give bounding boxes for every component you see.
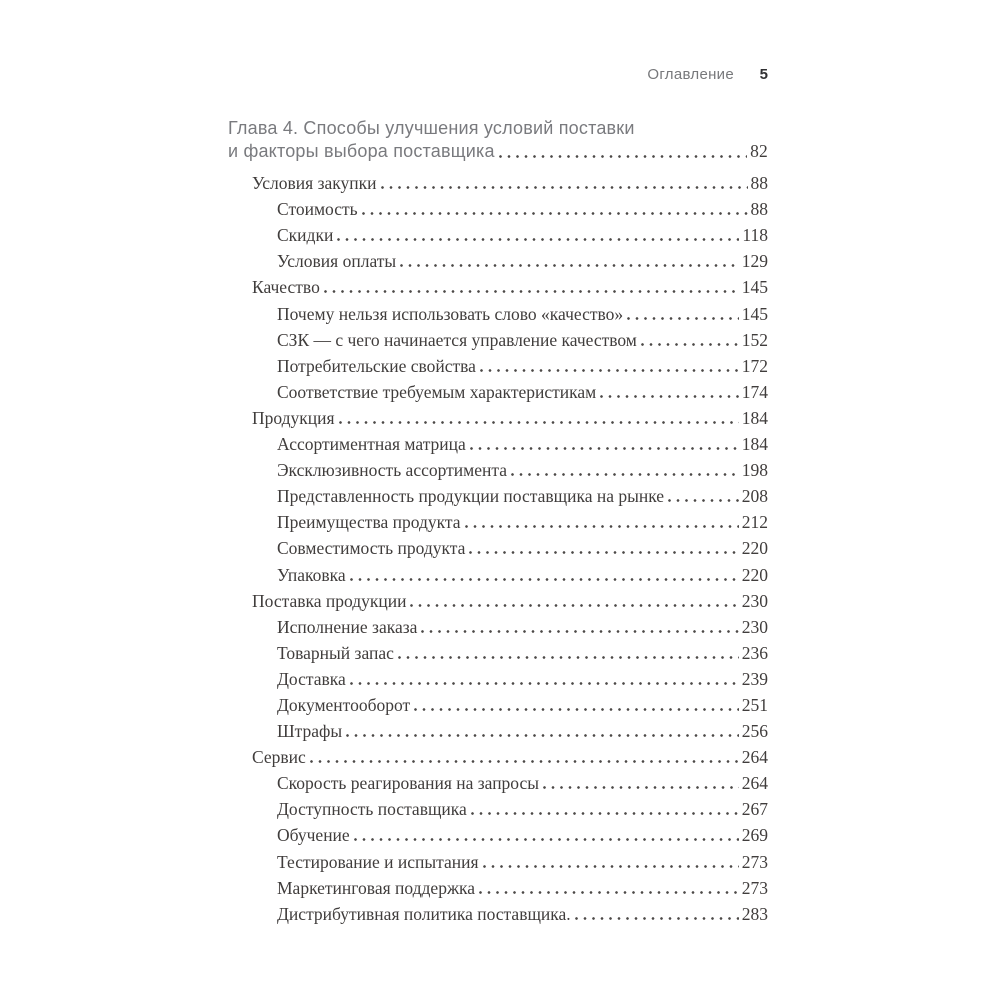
dot-leader <box>465 525 739 528</box>
toc-entry-label: Штрафы <box>277 721 343 742</box>
toc-entry <box>228 767 768 793</box>
toc-entry-label: Качество <box>252 277 320 298</box>
toc-entry-label: Ассортиментная матрица <box>277 434 466 455</box>
toc-entry <box>228 167 768 193</box>
toc-entry-label: Сервис <box>252 747 306 768</box>
dot-leader <box>324 290 739 293</box>
toc-entry-label: Упаковка <box>277 564 346 585</box>
toc-entry-page: 208 <box>741 486 768 507</box>
dot-leader <box>575 917 739 920</box>
toc-entry-label: Потребительские свойства <box>277 355 476 376</box>
dot-leader <box>354 838 739 841</box>
chapter-page-number: 82 <box>750 140 768 161</box>
toc-entry-page: 88 <box>750 173 768 194</box>
dot-leader <box>600 395 739 398</box>
toc-entry-label: Исполнение заказа <box>277 616 418 637</box>
chapter-title-line1: Глава 4. Способы улучшения условий поставки <box>228 118 635 138</box>
toc-entry <box>228 585 768 611</box>
toc-entry-page: 184 <box>741 434 768 455</box>
toc-entry-label: Скидки <box>277 225 334 246</box>
toc-entry <box>228 245 768 271</box>
toc-entry-label: Товарный запас <box>277 642 394 663</box>
toc-entry-label: Соответствие требуемым характеристикам <box>277 381 597 402</box>
toc-entry-label: Скорость реагирования на запросы <box>277 773 540 794</box>
toc-entry-label: Совместимость продукта <box>277 538 466 559</box>
dot-leader <box>479 891 739 894</box>
toc-entry-label: Доставка <box>277 668 346 689</box>
dot-leader <box>362 212 748 215</box>
toc-entry <box>228 558 768 584</box>
toc-entry-label: Поставка продукции <box>252 590 407 611</box>
toc-entry <box>228 637 768 663</box>
dot-leader <box>627 317 739 320</box>
toc-entry-page: 220 <box>741 538 768 559</box>
toc-entry-label: Почему нельзя использовать слово «качество» <box>277 303 624 324</box>
dot-leader <box>414 708 739 711</box>
page-header <box>228 66 768 83</box>
toc-entry-label: Условия оплаты <box>277 251 397 272</box>
toc-entry <box>228 454 768 480</box>
toc-entry-label: Доступность поставщика <box>277 799 467 820</box>
toc-entry-label: Обучение <box>277 825 350 846</box>
toc-entry-label: Продукция <box>252 407 335 428</box>
toc-entry-page: 230 <box>741 616 768 637</box>
toc-entries <box>228 167 768 924</box>
toc-entry-page: 220 <box>741 564 768 585</box>
toc-entry-page: 251 <box>741 694 768 715</box>
toc-entry <box>228 506 768 532</box>
dot-leader <box>310 760 739 763</box>
chapter-title-line2-row <box>228 140 768 163</box>
toc-entry <box>228 715 768 741</box>
toc-entry-label: СЗК — с чего начинается управление качеством <box>277 329 637 350</box>
dot-leader <box>400 264 739 267</box>
toc-entry-page: 239 <box>741 668 768 689</box>
toc-entry-page: 273 <box>741 851 768 872</box>
toc-entry <box>228 611 768 637</box>
toc-entry <box>228 193 768 219</box>
toc-entry-label: Маркетинговая поддержка <box>277 877 476 898</box>
toc-entry-page: 236 <box>741 642 768 663</box>
toc-entry <box>228 297 768 323</box>
toc-entry <box>228 271 768 297</box>
toc-entry-page: 256 <box>741 721 768 742</box>
toc-entry-page: 152 <box>741 329 768 350</box>
toc-entry-page: 172 <box>741 355 768 376</box>
toc-entry-label: Условия закупки <box>252 173 377 194</box>
toc-entry-page: 264 <box>741 747 768 768</box>
chapter-heading <box>228 117 768 162</box>
toc-entry-label: Стоимость <box>277 199 358 220</box>
toc-entry-page: 269 <box>741 825 768 846</box>
toc-entry <box>228 532 768 558</box>
toc-entry <box>228 480 768 506</box>
dot-leader <box>346 734 739 737</box>
dot-leader <box>337 238 739 241</box>
dot-leader <box>470 447 739 450</box>
dot-leader <box>543 786 739 789</box>
toc-entry <box>228 350 768 376</box>
toc-entry <box>228 819 768 845</box>
dot-leader <box>410 604 738 607</box>
toc-entry-page: 264 <box>741 773 768 794</box>
toc-entry <box>228 376 768 402</box>
dot-leader <box>668 499 739 502</box>
dot-leader <box>350 682 739 685</box>
toc-entry <box>228 898 768 924</box>
toc-entry <box>228 689 768 715</box>
toc-entry-page: 267 <box>741 799 768 820</box>
dot-leader <box>469 551 738 554</box>
toc-entry <box>228 324 768 350</box>
toc-entry-label: Тестирование и испытания <box>277 851 479 872</box>
toc-entry-page: 145 <box>741 277 768 298</box>
toc-entry-page: 184 <box>741 407 768 428</box>
chapter-title-line2: и факторы выбора поставщика <box>228 140 495 161</box>
toc-entry-page: 212 <box>741 512 768 533</box>
dot-leader <box>480 369 739 372</box>
toc-entry <box>228 219 768 245</box>
toc-entry-page: 129 <box>741 251 768 272</box>
dot-leader <box>381 186 748 189</box>
page-number: 5 <box>759 66 768 83</box>
toc-entry-page: 174 <box>741 381 768 402</box>
toc-entry-label: Документооборот <box>277 694 411 715</box>
dot-leader <box>641 343 739 346</box>
dot-leader <box>511 473 739 476</box>
toc-entry-page: 283 <box>741 903 768 924</box>
toc-entry-page: 273 <box>741 877 768 898</box>
toc-entry-page: 118 <box>742 225 768 246</box>
toc-entry-page: 230 <box>741 590 768 611</box>
toc-entry-page: 198 <box>741 460 768 481</box>
toc-entry <box>228 663 768 689</box>
dot-leader <box>350 578 739 581</box>
dot-leader <box>339 421 739 424</box>
dot-leader <box>483 865 739 868</box>
toc-entry <box>228 793 768 819</box>
toc-entry <box>228 402 768 428</box>
dot-leader <box>471 812 739 815</box>
toc-entry-label: Преимущества продукта <box>277 512 461 533</box>
toc-entry-label: Представленность продукции поставщика на рынке <box>277 486 665 507</box>
toc-entry <box>228 872 768 898</box>
toc-entry <box>228 845 768 871</box>
toc-entry-page: 88 <box>750 199 768 220</box>
toc-entry-label: Эксклюзивность ассортимента <box>277 460 507 481</box>
running-head: Оглавление <box>647 66 734 83</box>
toc-entry <box>228 428 768 454</box>
dot-leader <box>398 656 739 659</box>
dot-leader <box>499 155 747 158</box>
dot-leader <box>421 630 738 633</box>
toc-entry <box>228 741 768 767</box>
toc-entry-label: Дистрибутивная политика поставщика. <box>277 903 571 924</box>
toc-entry-page: 145 <box>741 303 768 324</box>
